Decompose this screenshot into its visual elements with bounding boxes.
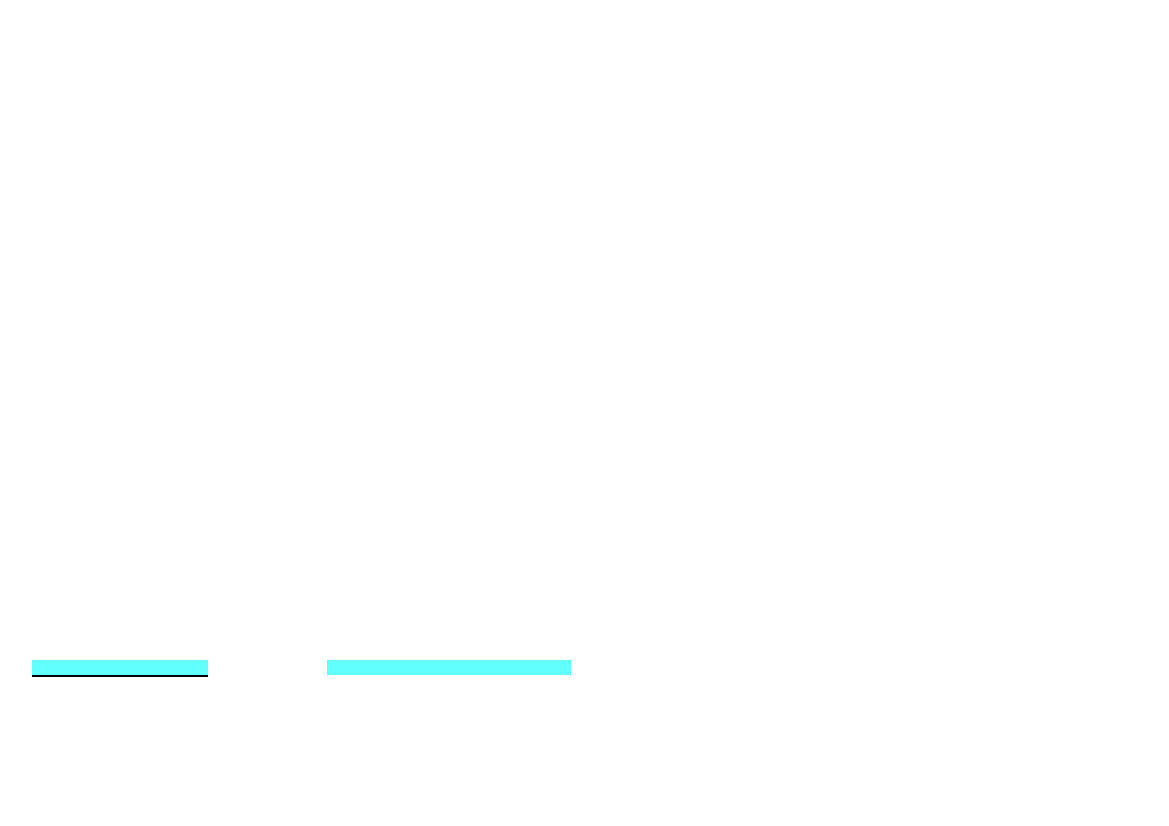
table-header xyxy=(0,0,1169,170)
hardness-conversion-box xyxy=(32,660,208,677)
hardness-grades-box xyxy=(327,660,571,675)
hardness-conversion-list xyxy=(32,675,208,677)
hardness-conversion-title xyxy=(32,660,208,675)
hardness-grades-title xyxy=(327,660,571,675)
